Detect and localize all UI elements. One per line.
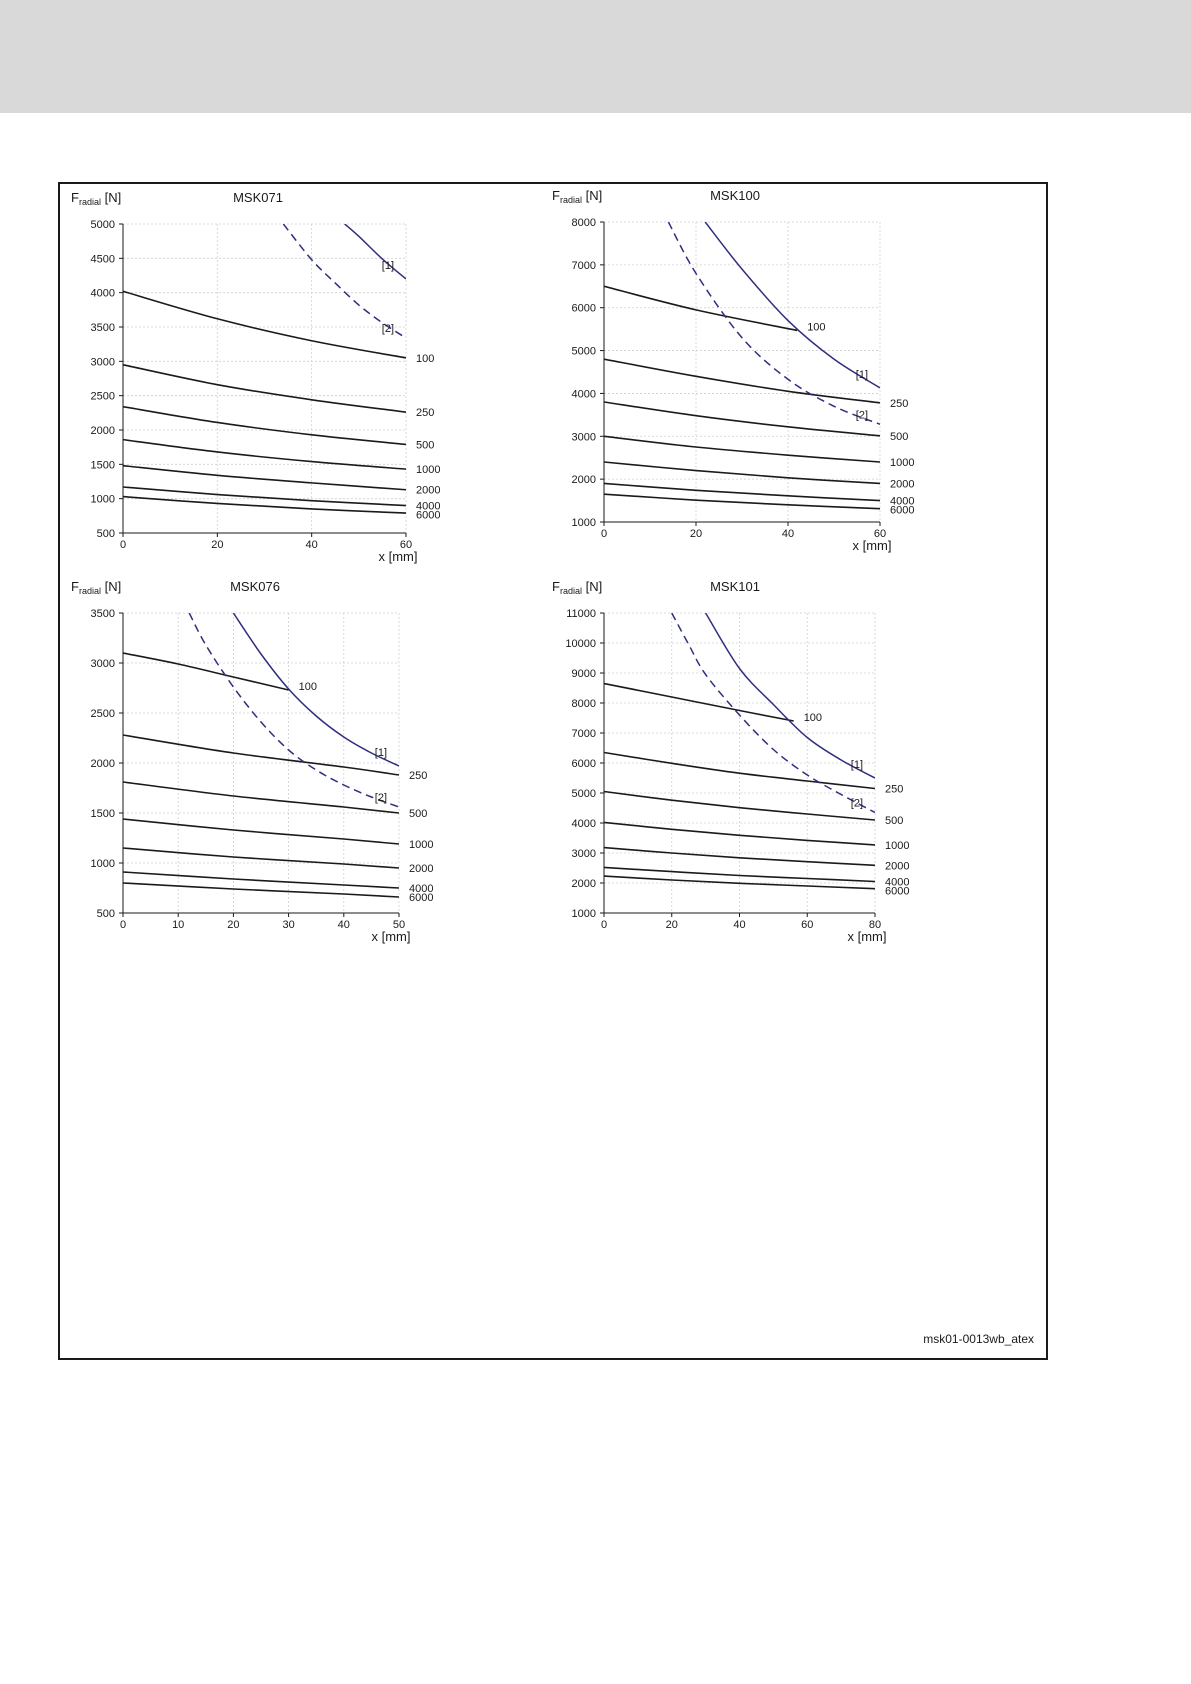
y-axis-label-sub: radial [78,586,101,596]
x-tick-label: 0 [119,919,127,931]
x-tick-label: 20 [665,919,678,931]
speed-label-1000: 1000 [409,839,434,851]
y-tick-label: 4500 [90,253,115,266]
chart-title: MSK100 [710,188,760,203]
y-tick-label: 2000 [571,878,596,890]
figure-id: msk01-0013wb_atex [923,1332,1034,1346]
y-tick-label: 1000 [90,493,115,506]
speed-label-1000: 1000 [416,464,441,477]
x-tick-label: 20 [227,919,240,931]
y-tick-label: 4000 [571,388,596,401]
y-tick-label: 1000 [90,858,115,870]
x-tick-label: 0 [119,539,127,551]
speed-label-4000: 4000 [416,500,441,513]
y-axis-label-main: F [71,579,79,594]
limit-label-2: [2] [381,322,394,335]
y-axis-label-main: F [552,188,560,203]
y-tick-label: 3000 [571,431,596,444]
limit-label-2: [2] [855,409,868,422]
y-tick-label: 3000 [90,356,115,369]
limit-label-1: [1] [855,368,868,381]
speed-label-100: 100 [807,321,826,334]
speed-label-2000: 2000 [416,484,441,497]
y-axis-label-sub: radial [559,195,582,205]
x-tick-label: 0 [600,528,608,540]
speed-label-2000: 2000 [890,478,915,491]
y-tick-label: 7000 [571,259,596,272]
y-tick-label: 8000 [571,217,596,229]
x-tick-label: 20 [689,528,703,540]
limit-label-1: [1] [374,747,387,759]
limit-label-1: [1] [381,259,394,272]
x-axis-label: x [mm] [371,929,411,944]
y-tick-label: 1000 [571,517,596,529]
x-tick-label: 30 [282,919,295,931]
y-tick-label: 9000 [571,668,596,680]
y-tick-label: 3500 [90,608,115,620]
speed-label-4000: 4000 [409,883,434,895]
figure-frame [58,182,1048,1360]
y-tick-label: 8000 [571,698,596,710]
y-tick-label: 5000 [571,788,596,800]
speed-label-100: 100 [298,681,317,693]
y-axis-label-unit: [N] [581,579,603,594]
y-axis-label-unit: [N] [100,190,122,205]
x-tick-label: 60 [873,528,887,540]
y-tick-label: 2000 [90,425,115,437]
x-tick-label: 10 [172,919,185,931]
y-axis-label-unit: [N] [581,188,603,203]
limit-label-1: [1] [850,759,863,771]
y-tick-label: 3500 [90,322,115,334]
speed-label-250: 250 [885,783,904,796]
y-tick-label: 10000 [565,638,596,650]
x-axis-label: x [mm] [847,929,887,944]
speed-label-250: 250 [416,407,435,420]
y-tick-label: 4000 [571,818,596,830]
x-tick-label: 0 [600,919,608,931]
y-axis-label-main: F [71,190,79,205]
speed-label-100: 100 [803,712,823,724]
y-tick-label: 3000 [571,848,596,860]
y-tick-label: 3000 [90,658,115,670]
x-tick-label: 40 [733,919,746,931]
speed-label-250: 250 [890,397,909,410]
speed-label-2000: 2000 [885,860,910,873]
y-tick-label: 1000 [571,908,596,920]
y-tick-label: 500 [96,528,115,540]
chart-title: MSK071 [233,190,283,205]
speed-label-6000: 6000 [890,504,915,517]
speed-label-500: 500 [885,815,904,827]
speed-label-6000: 6000 [409,892,434,904]
speed-label-2000: 2000 [409,863,434,875]
chart-title: MSK076 [230,579,280,594]
y-tick-label: 1500 [90,459,115,472]
y-axis-label-main: F [552,579,560,594]
y-tick-label: 2000 [571,474,596,487]
x-tick-label: 40 [337,919,350,931]
speed-label-500: 500 [409,808,428,820]
limit-label-2: [2] [374,792,387,804]
y-tick-label: 500 [96,908,115,920]
y-tick-label: 6000 [571,302,596,315]
y-tick-label: 2500 [90,708,115,720]
speed-label-500: 500 [890,430,909,443]
y-axis-label-unit: [N] [100,579,122,594]
y-tick-label: 5000 [571,345,596,358]
speed-label-500: 500 [416,439,435,452]
speed-label-250: 250 [409,770,428,782]
x-tick-label: 60 [399,539,413,551]
y-tick-label: 2000 [90,758,115,770]
y-tick-label: 11000 [566,608,596,620]
speed-label-1000: 1000 [885,839,910,852]
chart-title: MSK101 [710,579,760,594]
x-tick-label: 20 [211,539,224,551]
x-tick-label: 40 [781,528,795,540]
x-tick-label: 50 [392,919,406,931]
x-axis-label: x [mm] [378,549,418,564]
x-tick-label: 40 [305,539,318,551]
y-tick-label: 7000 [571,728,596,740]
speed-label-1000: 1000 [890,457,915,469]
x-axis-label: x [mm] [852,538,892,553]
speed-label-100: 100 [416,352,435,365]
y-tick-label: 2500 [90,390,115,403]
y-axis-label-sub: radial [78,197,101,207]
limit-label-2: [2] [850,797,863,810]
y-tick-label: 5000 [90,219,115,231]
speed-label-4000: 4000 [885,876,910,889]
x-tick-label: 80 [868,919,882,931]
speed-label-6000: 6000 [885,885,910,898]
speed-label-6000: 6000 [416,509,441,522]
y-tick-label: 4000 [90,287,115,300]
x-tick-label: 60 [801,919,814,931]
y-tick-label: 1500 [90,808,115,820]
y-tick-label: 6000 [571,758,596,770]
speed-label-4000: 4000 [890,495,915,508]
y-axis-label-sub: radial [559,586,582,596]
